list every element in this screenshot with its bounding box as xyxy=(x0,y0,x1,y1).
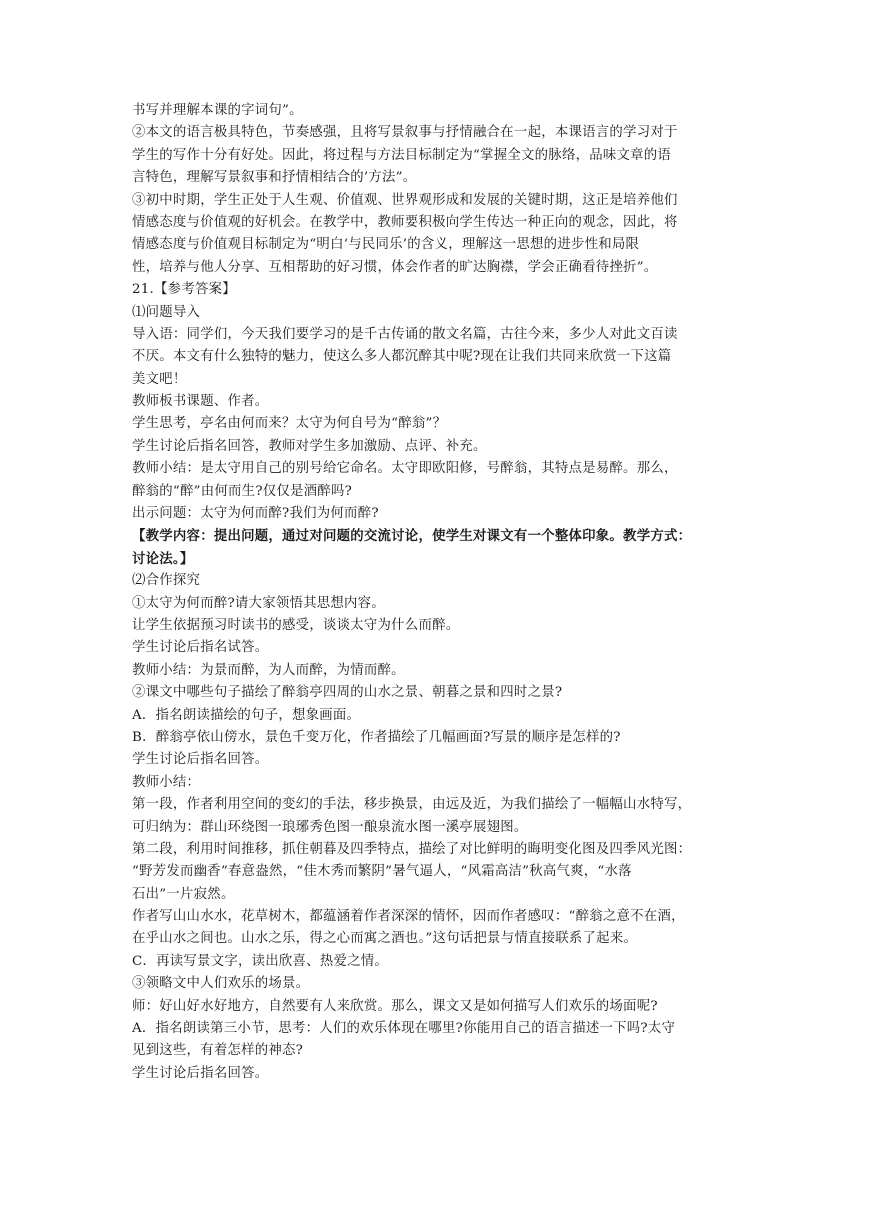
text-line: A．指名朗读第三小节，思考：人们的欢乐体现在哪里?你能用自己的语言描述一下吗?太守 xyxy=(132,1021,676,1037)
text-line: 学生讨论后指名试答。 xyxy=(132,640,269,656)
text-line: 让学生依据预习时读书的感受，谈谈太守为什么而醉。 xyxy=(132,617,460,633)
text-line: 教师小结：为景而醉，为人而醉，为情而醉。 xyxy=(132,662,405,678)
text-line: 导入语：同学们，今天我们要学习的是千古传诵的散文名篇，古往今来，多少人对此文百读 xyxy=(132,326,678,342)
text-line: 不厌。本文有什么独特的魅力，使这么多人都沉醉其中呢?现在让我们共同来欣赏一下这篇 xyxy=(132,349,672,365)
text-line: ③初中时期，学生正处于人生观、价值观、世界观形成和发展的关键时期，这正是培养他们 xyxy=(132,192,678,208)
text-line: 出示问题：太守为何而醉?我们为何而醉? xyxy=(132,506,379,522)
text-line: 第二段，利用时间推移，抓住朝暮及四季特点，描绘了对比鲜明的晦明变化图及四季风光图： xyxy=(132,841,692,857)
text-line: 学生的写作十分有好处。因此，将过程与方法目标制定为“掌握全文的脉络，品味文章的语 xyxy=(132,147,672,163)
text-line: 可归纳为：群山环绕图一琅琊秀色图一酿泉流水图一溪亭展翅图。 xyxy=(132,819,528,835)
document-body xyxy=(132,100,742,1085)
text-line: B．醉翁亭依山傍水，景色千变万化，作者描绘了几幅画面?写景的顺序是怎样的? xyxy=(132,729,621,745)
text-line: 学生讨论后指名回答。 xyxy=(132,1065,269,1081)
text-line: A．指名朗读描绘的句子，想象画面。 xyxy=(132,707,361,723)
text-line: 见到这些，有着怎样的神态? xyxy=(132,1043,304,1059)
text-line: 言特色，理解写景叙事和抒情相结合的’方法”。 xyxy=(132,170,417,186)
text-line: 在乎山水之间也。山水之乐，得之心而寓之酒也。”这句话把景与情直接联系了起来。 xyxy=(132,931,638,947)
text-line: 性，培养与他人分享、互相帮助的好习惯，体会作者的旷达胸襟，学会正确看待挫折”。 xyxy=(132,259,658,275)
text-line: 美文吧！ xyxy=(132,371,187,387)
text-line: 情感态度与价值观的好机会。在教学中，教师要积极向学生传达一种正向的观念，因此，将 xyxy=(132,214,678,230)
text-line: 师：好山好水好地方，自然要有人来欣赏。那么，课文又是如何描写人们欢乐的场面呢? xyxy=(132,998,658,1014)
text-line: 学生讨论后指名回答。 xyxy=(132,752,269,768)
text-line: ⑴问题导入 xyxy=(132,304,201,320)
text-line: 教师板书课题、作者。 xyxy=(132,394,269,410)
text-line: ②本文的语言极具特色，节奏感强，且将写景叙事与抒情融合在一起，本课语言的学习对于 xyxy=(132,125,678,141)
text-line: 石出”一片寂然。 xyxy=(132,886,235,902)
text-line: 【教学内容：提出问题，通过对问题的交流讨论，使学生对课文有一个整体印象。教学方式： xyxy=(132,528,692,545)
text-line: ①太守为何而醉?请大家领悟其思想内容。 xyxy=(132,595,385,611)
text-line: 学生思考，亭名由何而来？太守为何自号为“醉翁”？ xyxy=(132,416,447,432)
text-line: 书写并理解本课的字词句”。 xyxy=(132,103,303,118)
text-line: 学生讨论后指名回答，教师对学生多加激励、点评、补充。 xyxy=(132,438,487,454)
text-line: 教师小结：是太守用自己的别号给它命名。太守即欧阳修，号醉翁，其特点是易醉。那么， xyxy=(132,461,678,477)
text-line: 教师小结： xyxy=(132,774,201,790)
text-line: 作者写山山水水，花草树木，都蕴涵着作者深深的情怀，因而作者感叹：“醉翁之意不在酒， xyxy=(132,909,685,925)
text-line: ②课文中哪些句子描绘了醉翁亭四周的山水之景、朝暮之景和四时之景? xyxy=(132,685,563,701)
text-line: 第一段，作者利用空间的变幻的手法，移步换景，由远及近，为我们描绘了一幅幅山水特写， xyxy=(132,797,692,813)
text-line: 情感态度与价值观目标制定为“明白‘与民同乐’的含义，理解这一思想的进步性和局限 xyxy=(132,237,640,253)
text-line: ③领略文中人们欢乐的场景。 xyxy=(132,976,310,992)
text-line: 21.【参考答案】 xyxy=(132,282,236,298)
text-line: C．再读写景文字，读出欣喜、热爱之情。 xyxy=(132,953,389,969)
text-line: 醉翁的“醉”由何而生?仅仅是酒醉吗? xyxy=(132,483,353,499)
text-line: ⑵合作探究 xyxy=(132,573,201,589)
text-line: “野芳发而幽香”春意盎然，“佳木秀而繁阴”暑气逼人，“风霜高洁”秋高气爽，“水落 xyxy=(132,864,632,880)
text-line: 讨论法。】 xyxy=(132,550,194,567)
